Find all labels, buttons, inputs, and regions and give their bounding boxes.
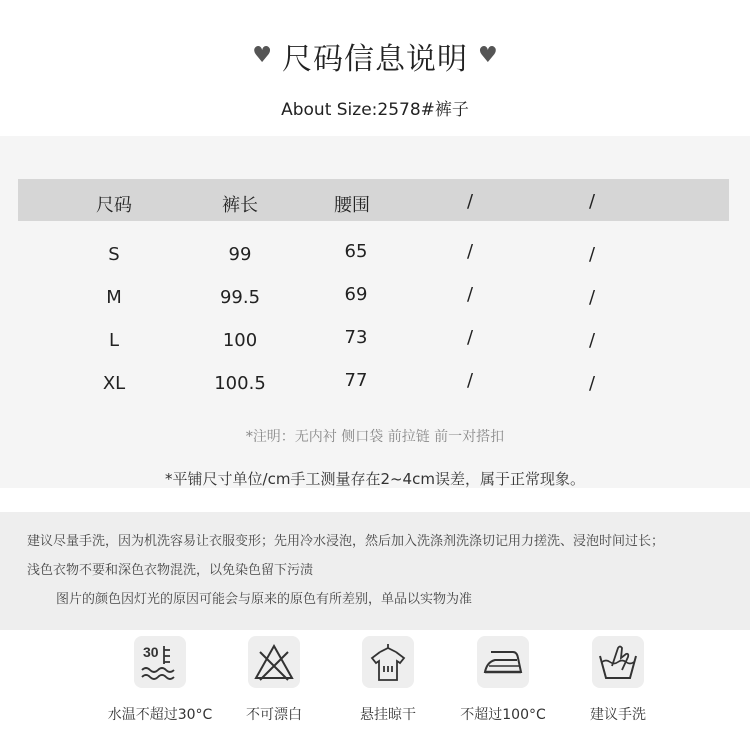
hang-dry-icon xyxy=(362,636,414,688)
care-icon-label: 建议手洗 xyxy=(590,707,646,723)
care-text-line: 图片的颜色因灯光的原因可能会与原来的原色有所差别，单品以实物为准 xyxy=(56,592,473,607)
care-icon-item xyxy=(214,636,334,724)
table-cell: 65 xyxy=(344,241,368,262)
table-cell: / xyxy=(466,284,474,305)
care-instructions-panel xyxy=(0,512,750,630)
table-cell: 100 xyxy=(222,330,258,351)
table-cell: / xyxy=(466,370,474,391)
column-header-size: 尺码 xyxy=(96,195,132,216)
measurement-note: *平铺尺寸单位/cm手工测量存在2~4cm误差，属于正常现象。 xyxy=(165,470,585,488)
page-subtitle: About Size:2578#裤子 xyxy=(281,100,469,120)
column-header-waist: 腰围 xyxy=(334,195,370,216)
heart-icon: ♥ xyxy=(252,43,272,68)
no-bleach-icon xyxy=(248,636,300,688)
table-cell: XL xyxy=(102,373,126,394)
table-cell: S xyxy=(108,244,120,265)
care-icon-item xyxy=(100,636,220,724)
size-panel xyxy=(0,136,750,488)
table-cell: 69 xyxy=(344,284,368,305)
care-icon-label: 不超过100°C xyxy=(460,707,546,723)
page-title: 尺码信息说明 xyxy=(282,42,468,77)
care-text-line: 建议尽量手洗，因为机洗容易让衣服变形；先用冷水浸泡，然后加入洗涤剂洗涤切记用力搓洗、浸泡时间过长； xyxy=(27,534,665,549)
table-cell: / xyxy=(588,330,596,351)
table-cell: / xyxy=(466,241,474,262)
table-cell: / xyxy=(466,327,474,348)
features-note: *注明：无内衬 侧口袋 前拉链 前一对搭扣 xyxy=(245,429,505,445)
table-cell: / xyxy=(588,287,596,308)
table-cell: 77 xyxy=(344,370,368,391)
table-cell: M xyxy=(106,287,122,308)
table-cell: 99.5 xyxy=(219,287,261,308)
wash-temperature-text: 30 xyxy=(143,644,159,660)
table-cell: 99 xyxy=(228,244,252,265)
care-icon-item xyxy=(443,636,563,724)
care-icon-label: 不可漂白 xyxy=(246,707,302,723)
care-icon-item xyxy=(558,636,678,724)
wash-30-icon xyxy=(134,636,186,688)
table-cell: / xyxy=(588,373,596,394)
title-row xyxy=(0,34,750,78)
table-cell: L xyxy=(108,330,120,351)
column-header-empty: / xyxy=(466,191,474,212)
hand-wash-icon xyxy=(592,636,644,688)
iron-icon xyxy=(477,636,529,688)
table-cell: 73 xyxy=(344,327,368,348)
care-icon-label: 水温不超过30°C xyxy=(107,707,213,723)
heart-icon: ♥ xyxy=(478,43,498,68)
column-header-length: 裤长 xyxy=(222,195,258,216)
table-cell: 100.5 xyxy=(214,373,266,394)
table-cell: / xyxy=(588,244,596,265)
care-icon-item xyxy=(328,636,448,724)
care-icon-label: 悬挂晾干 xyxy=(360,707,416,723)
header xyxy=(0,0,750,136)
size-table-header xyxy=(18,179,729,221)
care-text-line: 浅色衣物不要和深色衣物混洗，以免染色留下污渍 xyxy=(27,563,314,578)
care-icons-row xyxy=(0,630,750,754)
column-header-empty: / xyxy=(588,191,596,212)
